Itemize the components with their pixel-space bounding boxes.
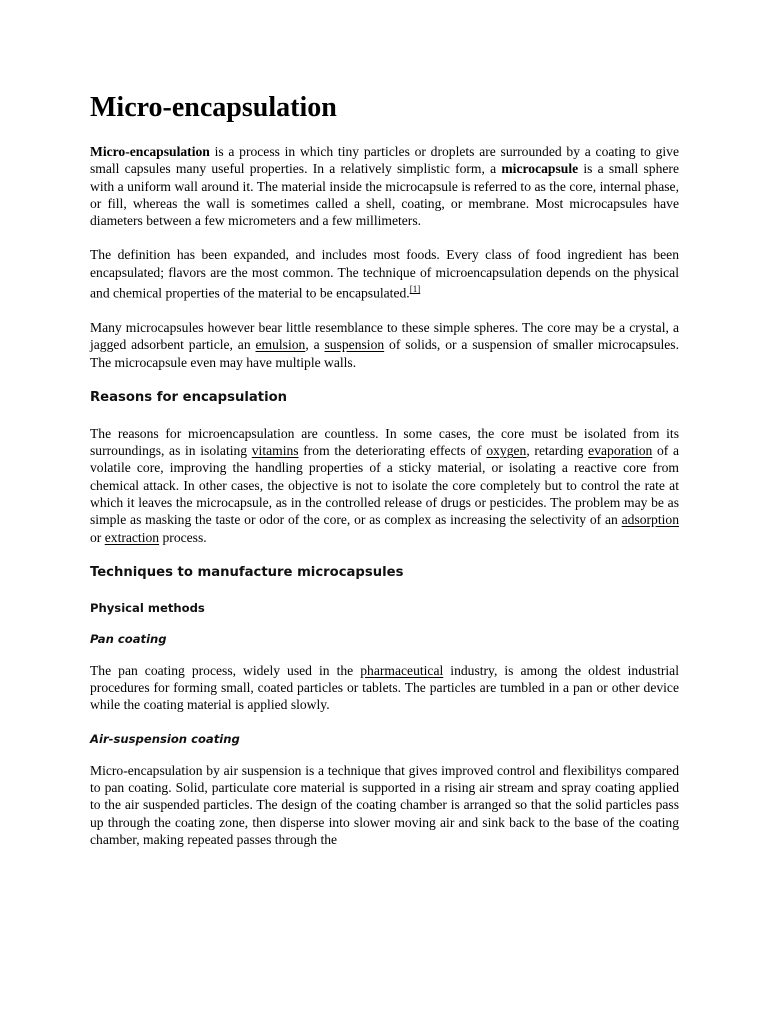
pan-coating-heading: Pan coating	[90, 631, 167, 646]
suspension-link[interactable]: suspension	[324, 337, 385, 353]
document-page	[90, 90, 679, 865]
extraction-link[interactable]: extraction	[104, 529, 160, 545]
evaporation-link[interactable]: evaporation	[588, 443, 653, 459]
intro-text-2: is a small sphere with a uniform wall around it. The material inside the microcapsule is referred to as the core, internal phase, or fill, whereas the wall is sometimes called a shell, coating, or membrane. Most microcapsules have diameters between a few micrometers and a few millimeters.	[90, 161, 679, 229]
page-title: Micro-encapsulation	[90, 92, 337, 123]
reasons-paragraph	[90, 425, 679, 546]
vitamins-link[interactable]: vitamins	[251, 443, 299, 459]
resemblance-text-1: Many microcapsules however bear little resemblance to these simple spheres. The core may be a crystal, a jagged adsorbent particle, an	[90, 319, 679, 353]
techniques-heading: Techniques to manufacture microcapsules	[90, 564, 404, 580]
reasons-text-2: from the deteriorating effects of	[298, 443, 487, 459]
reasons-text-5: or	[90, 529, 105, 545]
resemblance-text-3: of solids, or a suspension of smaller microcapsules. The microcapsule even may have multiple walls.	[90, 337, 679, 370]
reasons-text-6: process.	[159, 529, 207, 545]
oxygen-link[interactable]: oxygen	[486, 443, 527, 459]
reference-link-1[interactable]: [1]	[409, 284, 421, 295]
intro-text-1: is a process in which tiny particles or droplets are surrounded by a coating to give small capsules many useful properties. In a relatively simplistic form, a	[90, 144, 679, 177]
emulsion-link[interactable]: emulsion	[255, 337, 306, 353]
pan-text-2: industry, is among the oldest industrial procedures for forming small, coated particles or tablets. The particles are tumbled in a pan or other device while the coating material is applied slowly.	[90, 662, 679, 713]
reasons-heading: Reasons for encapsulation	[90, 389, 288, 405]
adsorption-link[interactable]: adsorption	[621, 512, 679, 528]
intro-term-microcapsule: microcapsule	[501, 161, 579, 177]
physical-methods-heading: Physical methods	[90, 600, 205, 615]
air-suspension-heading: Air-suspension coating	[90, 731, 240, 746]
pharmaceutical-link[interactable]: pharmaceutical	[360, 662, 444, 678]
intro-paragraph	[90, 143, 679, 229]
air-suspension-paragraph: Micro-encapsulation by air suspension is a technique that gives improved control and flexibilitys compared to pan coating. Solid, particulate core material is supported in a rising air stream and spray coating applied to the air suspended particles. The design of the coating chamber is arranged so that the solid particles pass up through the coating zone, then disperse into slower moving air and sink back to the base of the coating chamber, making repeated passes through the	[90, 762, 679, 847]
pan-text-1: The pan coating process, widely used in the	[90, 662, 361, 678]
definition-text: The definition has been expanded, and includes most foods. Every class of food ingredient has been encapsulated; flavors are the most common. The technique of microencapsulation depends on the physical and chemical properties of the material to be encapsulated.	[90, 247, 679, 301]
resemblance-text-2: , a	[305, 337, 325, 353]
reasons-text-4: of a volatile core, improving the handling properties of a sticky material, or isolating a reactive core from chemical attack. In other cases, the objective is not to isolate the core completely but to control the rate at which it leaves the microcapsule, as in the controlled release of drugs or pesticides. The problem may be as simple as masking the taste or odor of the core, or as complex as increasing the selectivity of an	[90, 443, 680, 528]
pan-coating-paragraph	[90, 662, 679, 714]
reasons-text-1: The reasons for microencapsulation are countless. In some cases, the core must be isolated from its surroundings, as in isolating	[90, 425, 679, 459]
resemblance-paragraph	[90, 319, 679, 371]
definition-paragraph	[90, 246, 679, 301]
reasons-text-3: , retarding	[526, 443, 589, 459]
intro-term: Micro-encapsulation	[90, 144, 210, 159]
